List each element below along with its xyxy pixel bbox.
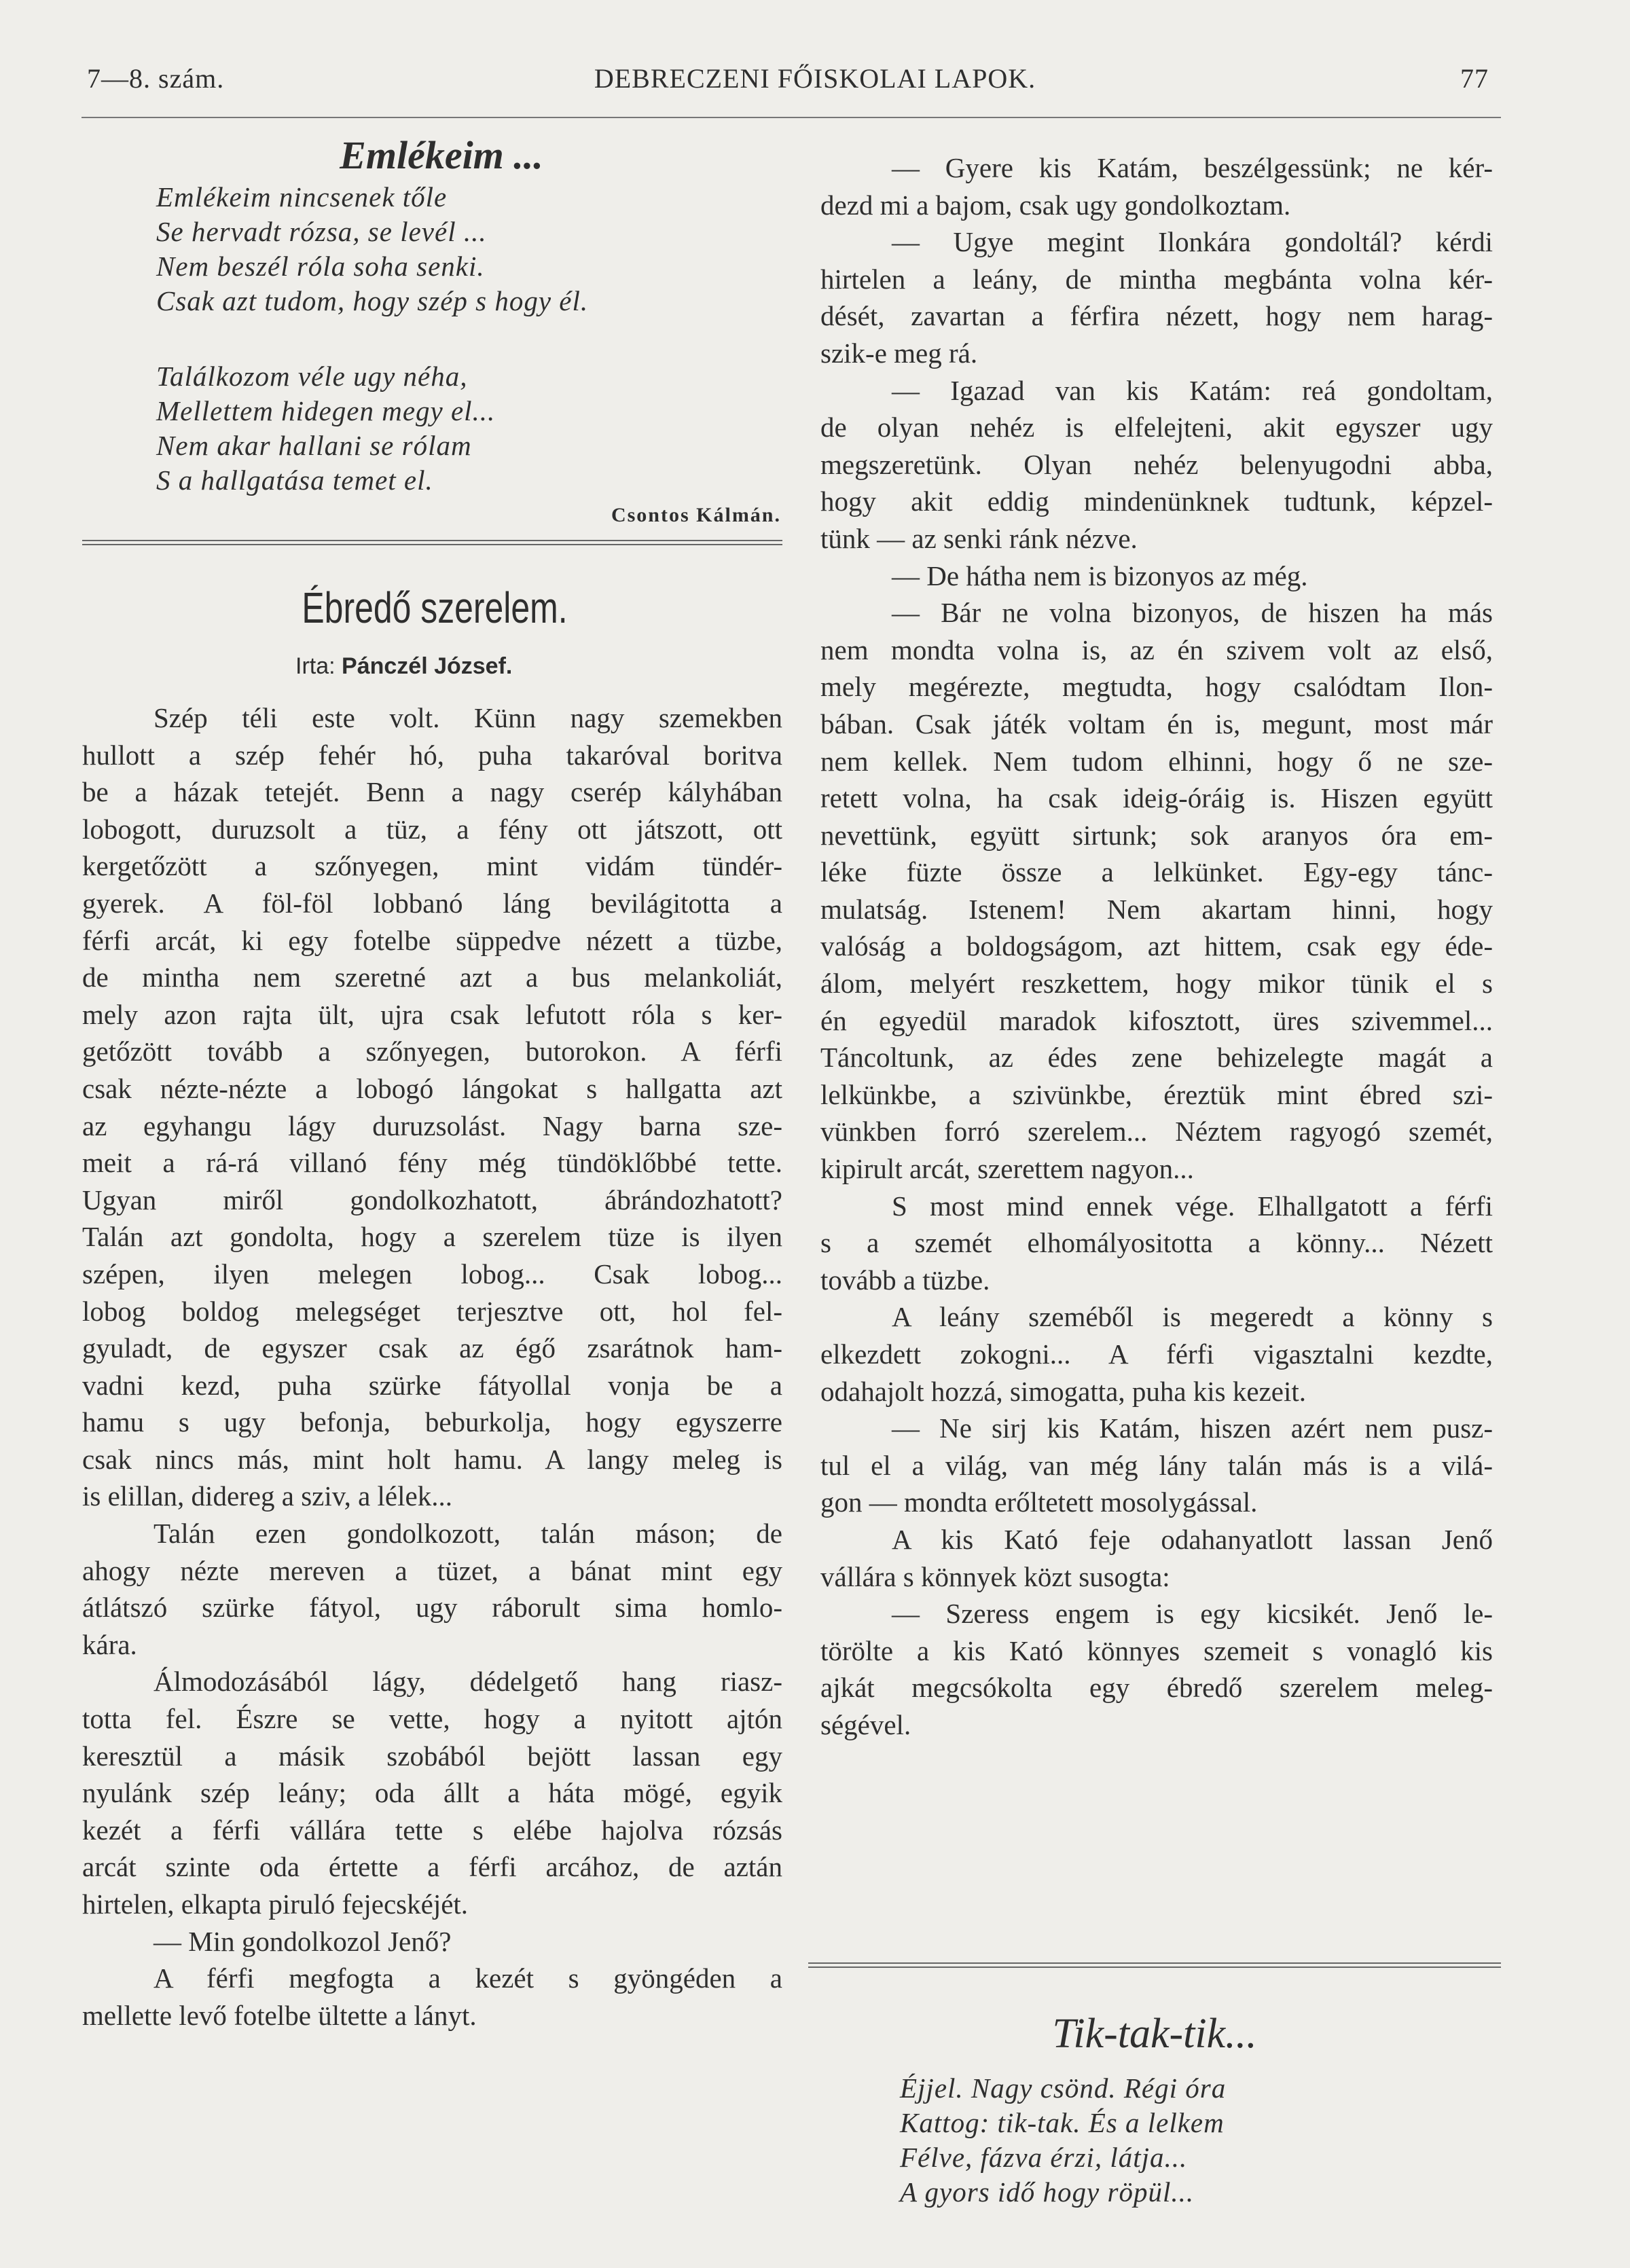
poem2-body <box>900 2071 1226 2210</box>
story-right-column <box>820 149 1493 1744</box>
paragraph-line: vadni kezd, puha szürke fátyollal vonja be a <box>82 1369 782 1401</box>
byline-author: Pánczél József. <box>342 653 513 679</box>
paragraph-line: dését, zavartan a férfira nézett, hogy nem harag- <box>820 300 1493 332</box>
paragraph-line: hamu s ugy befonja, beburkolja, hogy egyszerre <box>82 1406 782 1438</box>
poem1-body <box>156 180 588 498</box>
paragraph-line: Ugyan miről gondolkozhatott, ábrándozhatott? <box>82 1184 782 1215</box>
paragraph-line: az egyhangu lágy duruzsolást. Nagy barna sze- <box>82 1110 782 1141</box>
paragraph-line: hirtelen a leány, de mintha megbánta volna kér- <box>820 263 1493 295</box>
paragraph-line: vünkben forró szerelem... Néztem ragyogó szemét, <box>820 1116 1493 1148</box>
paragraph-line: — Gyere kis Katám, beszélgessünk; ne kér- <box>892 152 1493 183</box>
paragraph-line: odahajolt hozzá, simogatta, puha kis kezeit. <box>820 1375 1306 1407</box>
poem-line: Félve, fázva érzi, látja... <box>900 2142 1188 2173</box>
paragraph-line: — Ugye megint Ilonkára gondoltál? kérdi <box>892 226 1493 258</box>
poem-line: Nem beszél róla soha senki. <box>156 251 485 282</box>
paragraph-line: csak nincs más, mint holt hamu. A langy meleg is <box>82 1443 782 1475</box>
paragraph-line: szik-e meg rá. <box>820 337 978 369</box>
poem-line: S a hallgatása temet el. <box>156 464 433 496</box>
section-divider <box>82 540 782 545</box>
paragraph-line: kergetőzött a szőnyegen, mint vidám tündér- <box>82 850 782 882</box>
paragraph-line: mellette levő fotelbe ültette a lányt. <box>82 1999 477 2031</box>
paragraph-line: A leány szeméből is megeredt a könny s <box>892 1301 1493 1333</box>
story-title: Ébredő szerelem. <box>302 583 568 632</box>
paragraph-line: gyuladt, de egyszer csak az égő zsarátnok ham- <box>82 1332 782 1364</box>
paragraph-line: szépen, ilyen melegen lobog... Csak lobog... <box>82 1258 782 1290</box>
poem1-author: Csontos Kálmán. <box>611 504 781 526</box>
paragraph-line: kezét a férfi vállára tette s elébe hajolva rózsás <box>82 1814 782 1846</box>
poem1-title: Emlékeim ... <box>340 133 543 177</box>
poem-line: Emlékeim nincsenek tőle <box>156 181 448 213</box>
paragraph-line: — De hátha nem is bizonyos az még. <box>892 560 1308 591</box>
byline-prefix: Irta: <box>295 653 336 679</box>
paragraph-line: Szép téli este volt. Künn nagy szemekben <box>153 702 782 733</box>
poem-line: Kattog: tik-tak. És a lelkem <box>900 2107 1225 2138</box>
paragraph-line: férfi arcát, ki egy fotelbe süppedve nézett a tüzbe, <box>82 924 782 956</box>
poem-line: Nem akar hallani se rólam <box>156 430 472 461</box>
paragraph-line: nevettünk, együtt sirtunk; sok aranyos óra em- <box>820 819 1493 851</box>
story-byline <box>295 653 512 680</box>
paragraph-line: s a szemét elhomályositotta a könny... Nézett <box>820 1227 1493 1259</box>
paragraph-line: dezd mi a bajom, csak ugy gondolkoztam. <box>820 189 1291 221</box>
paragraph-line: kipirult arcát, szerettem nagyon... <box>820 1153 1194 1185</box>
paragraph-line: álom, melyért reszkettem, hogy mikor tünik el s <box>820 968 1493 1000</box>
paragraph-line: átlátszó szürke fátyol, ugy ráborult sima homlo- <box>82 1592 782 1624</box>
paragraph-line: be a házak tetejét. Benn a nagy cserép kályhában <box>82 776 782 808</box>
paragraph-line: vállára s könnyek közt susogta: <box>820 1560 1170 1592</box>
paragraph-line: törölte a kis Kató könnyes szemeit s vonagló kis <box>820 1634 1493 1666</box>
paragraph-line: retett volna, ha csak ideig-óráig is. Hiszen együtt <box>820 782 1493 814</box>
paragraph-line: nem kellek. Nem tudom elhinni, hogy ő ne sze- <box>820 745 1493 777</box>
paragraph-line: A kis Kató feje odahanyatlott lassan Jenő <box>892 1523 1493 1555</box>
poem-line: A gyors idő hogy röpül... <box>900 2176 1195 2208</box>
paragraph-line: — Ne sirj kis Katám, hiszen azért nem pusz- <box>892 1412 1493 1444</box>
paragraph-line: totta fel. Észre se vette, hogy a nyitott ajtón <box>82 1703 782 1735</box>
paragraph-line: de mintha nem szeretné azt a bus melankoliát, <box>82 962 782 993</box>
paragraph-line: Talán ezen gondolkozott, talán máson; de <box>153 1518 782 1550</box>
story-left-column <box>82 699 782 2034</box>
paragraph-line: hirtelen, elkapta piruló fejecskéjét. <box>82 1888 469 1920</box>
paragraph-line: A férfi megfogta a kezét s gyöngéden a <box>153 1962 782 1994</box>
header-rule <box>82 117 1501 118</box>
paragraph-line: — Igazad van kis Katám: reá gondoltam, <box>892 374 1493 406</box>
paragraph-line: — Min gondolkozol Jenő? <box>153 1925 452 1957</box>
paragraph-line: de olyan nehéz is elfelejteni, akit egyszer ugy <box>820 411 1493 443</box>
poem-line: Se hervadt rózsa, se levél ... <box>156 216 487 247</box>
paragraph-line: tünk — az senki ránk nézve. <box>820 522 1138 554</box>
poem-line: Találkozom véle ugy néha, <box>156 361 468 392</box>
paragraph-line: gyerek. A föl-föl lobbanó láng bevilágitotta a <box>82 887 782 919</box>
poem-line: Éjjel. Nagy csönd. Régi óra <box>900 2072 1227 2104</box>
paragraph-line: — Szeress engem is egy kicsikét. Jenő le- <box>892 1598 1493 1630</box>
paragraph-line: léke füzte össze a lelkünket. Egy-egy tánc- <box>820 856 1493 888</box>
section-divider-2 <box>808 1962 1501 1968</box>
paragraph-line: ségével. <box>820 1708 911 1740</box>
paragraph-line: elkezdett zokogni... A férfi vigasztalni kezdte, <box>820 1338 1493 1370</box>
paragraph-line: keresztül a másik szobából bejött lassan egy <box>82 1740 782 1772</box>
paragraph-line: meit a rá-rá villanó fény még tündöklőbbé tette. <box>82 1147 782 1179</box>
paragraph-line: lobog boldog melegséget terjesztve ott, hol fel- <box>82 1295 782 1327</box>
paragraph-line: Táncoltunk, az édes zene behizelegte magát a <box>820 1042 1493 1074</box>
paragraph-line: kára. <box>82 1628 137 1660</box>
paragraph-line: S most mind ennek vége. Elhallgatott a férfi <box>892 1190 1493 1222</box>
paragraph-line: mulatság. Istenem! Nem akartam hinni, hogy <box>820 893 1493 925</box>
paragraph-line: Álmodozásából lágy, dédelgető hang riasz- <box>153 1666 782 1698</box>
paragraph-line: nyulánk szép leány; oda állt a háta mögé, egyik <box>82 1777 782 1809</box>
paragraph-line: lelkünkbe, a szivünkbe, éreztük mint ébred szi- <box>820 1078 1493 1110</box>
paragraph-line: tul el a világ, van még lány talán más is a vilá- <box>820 1449 1493 1481</box>
paragraph-line: ahogy nézte mereven a tüzet, a bánat mint egy <box>82 1554 782 1586</box>
paragraph-line: ajkát megcsókolta egy ébredő szerelem meleg- <box>820 1672 1493 1704</box>
paragraph-line: is elillan, didereg a sziv, a lélek... <box>82 1480 452 1512</box>
issue-number: 7—8. szám. <box>87 63 225 94</box>
paragraph-line: bában. Csak játék voltam én is, megunt, most már <box>820 708 1493 739</box>
paragraph-line: megszeretünk. Olyan nehéz belenyugodni abba, <box>820 448 1493 480</box>
poem-line: Csak azt tudom, hogy szép s hogy él. <box>156 285 589 316</box>
paragraph-line: nem mondta volna is, az én szivem volt az első, <box>820 634 1493 665</box>
poem-line: Mellettem hidegen megy el... <box>156 395 496 426</box>
paragraph-line: én egyedül maradok kifosztott, üres szivemmel... <box>820 1004 1493 1036</box>
paragraph-line: hullott a szép fehér hó, puha takaróval boritva <box>82 739 782 771</box>
paragraph-line: arcát szinte oda értette a férfi arcához, de aztán <box>82 1851 782 1883</box>
paragraph-line: mely azon rajta ült, ujra csak lefutott róla s ker- <box>82 998 782 1030</box>
publication-title: DEBRECZENI FŐISKOLAI LAPOK. <box>594 63 1036 94</box>
paragraph-line: lobogott, duruzsolt a tüz, a fény ott játszott, ott <box>82 813 782 845</box>
paragraph-line: — Bár ne volna bizonyos, de hiszen ha más <box>892 597 1493 629</box>
paragraph-line: tovább a tüzbe. <box>820 1264 990 1296</box>
paragraph-line: getőzött tovább a szőnyegen, butorokon. A férfi <box>82 1036 782 1067</box>
paragraph-line: Talán azt gondolta, hogy a szerelem tüze is ilyen <box>82 1221 782 1253</box>
page-number: 77 <box>1460 63 1489 94</box>
paragraph-line: mely megérezte, megtudta, hogy csalódtam Ilon- <box>820 671 1493 703</box>
paragraph-line: hogy akit eddig mindenünknek tudtunk, képzel- <box>820 486 1493 517</box>
paragraph-line: gon — mondta erőltetett mosolygással. <box>820 1486 1258 1518</box>
paragraph-line: csak nézte-nézte a lobogó lángokat s hallgatta azt <box>82 1072 782 1104</box>
poem2-title: Tik-tak-tik... <box>1052 2011 1257 2057</box>
paragraph-line: valóság a boldogságom, azt hittem, csak egy éde- <box>820 930 1493 962</box>
